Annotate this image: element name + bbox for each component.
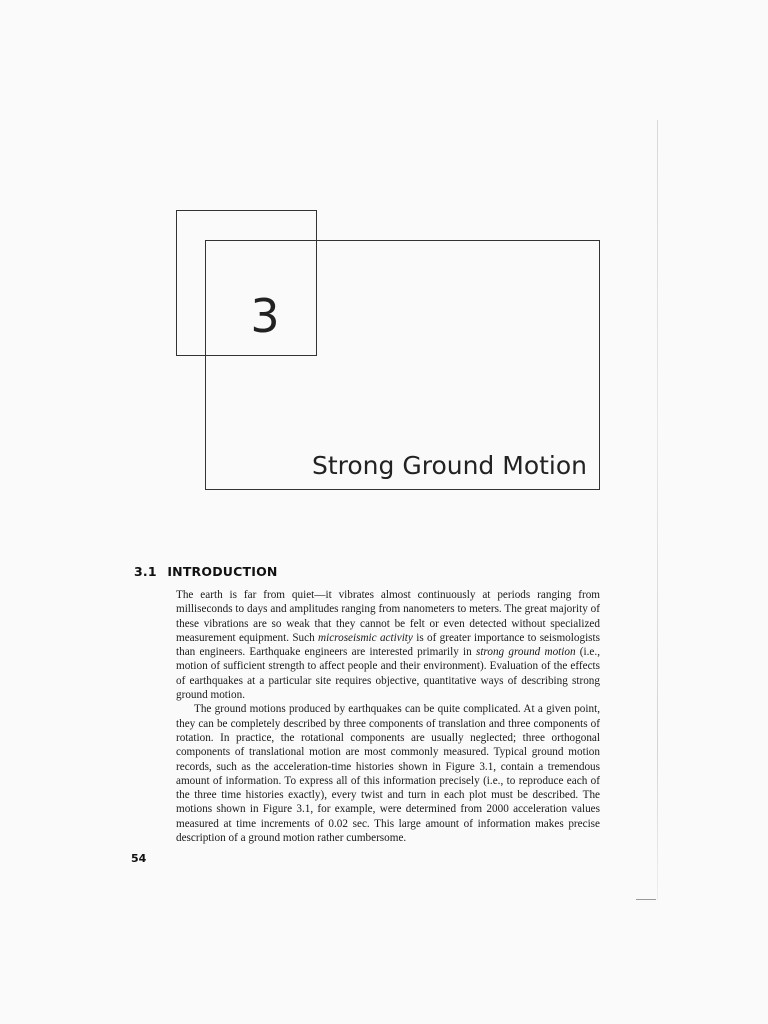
paragraph xyxy=(176,702,600,845)
text-segment: (i.e., motion of sufficient strength to affect people and their environment). Evaluation of the effects of earthquakes at a particular site requires objective, quantitative ways of describing strong ground motion. xyxy=(176,646,600,702)
text-segment: The ground motions produced by earthquakes can be quite complicated. At a given point, they can be completely described by three components of translation and three components of rotation. In practice, the rotational components are usually neglected; three orthogonal components of translational motion are most commonly measured. Typical ground motion records, such as the acceleration-time histories shown in Figure 3.1, contain a tremendous amount of information. To express all of this information precisely (i.e., to reproduce each of the three time histories exactly), every twist and turn in each plot must be described. The motions shown in Figure 3.1, for example, were determined from 2000 acceleration values measured at time increments of 0.02 sec. This large amount of information makes precise description of a ground motion rather cumbersome. xyxy=(176,703,600,845)
chapter-title: Strong Ground Motion xyxy=(311,451,587,480)
italic-term: microseismic activity xyxy=(318,631,413,644)
section-title: INTRODUCTION xyxy=(167,564,278,579)
scan-edge-mark xyxy=(636,899,656,900)
body-text xyxy=(176,588,600,845)
paragraph xyxy=(176,588,600,702)
chapter-number: 3 xyxy=(250,289,280,343)
section-heading xyxy=(134,564,278,579)
scan-edge-line xyxy=(657,120,658,900)
section-number: 3.1 xyxy=(134,564,157,579)
italic-term: strong ground motion xyxy=(475,646,576,659)
page-number: 54 xyxy=(131,852,147,865)
text-segment: The earth is far from quiet—it vibrates almost continuously at periods ranging from milliseconds to days and amplitudes ranging from nanometers to meters. The great majority of these vibrations are so weak that they cannot be felt or even detected without specialized measurement equipment. Such xyxy=(176,589,600,644)
text-segment: is of greater importance to seismologists than engineers. Earthquake engineers are interested primarily in xyxy=(176,631,600,659)
